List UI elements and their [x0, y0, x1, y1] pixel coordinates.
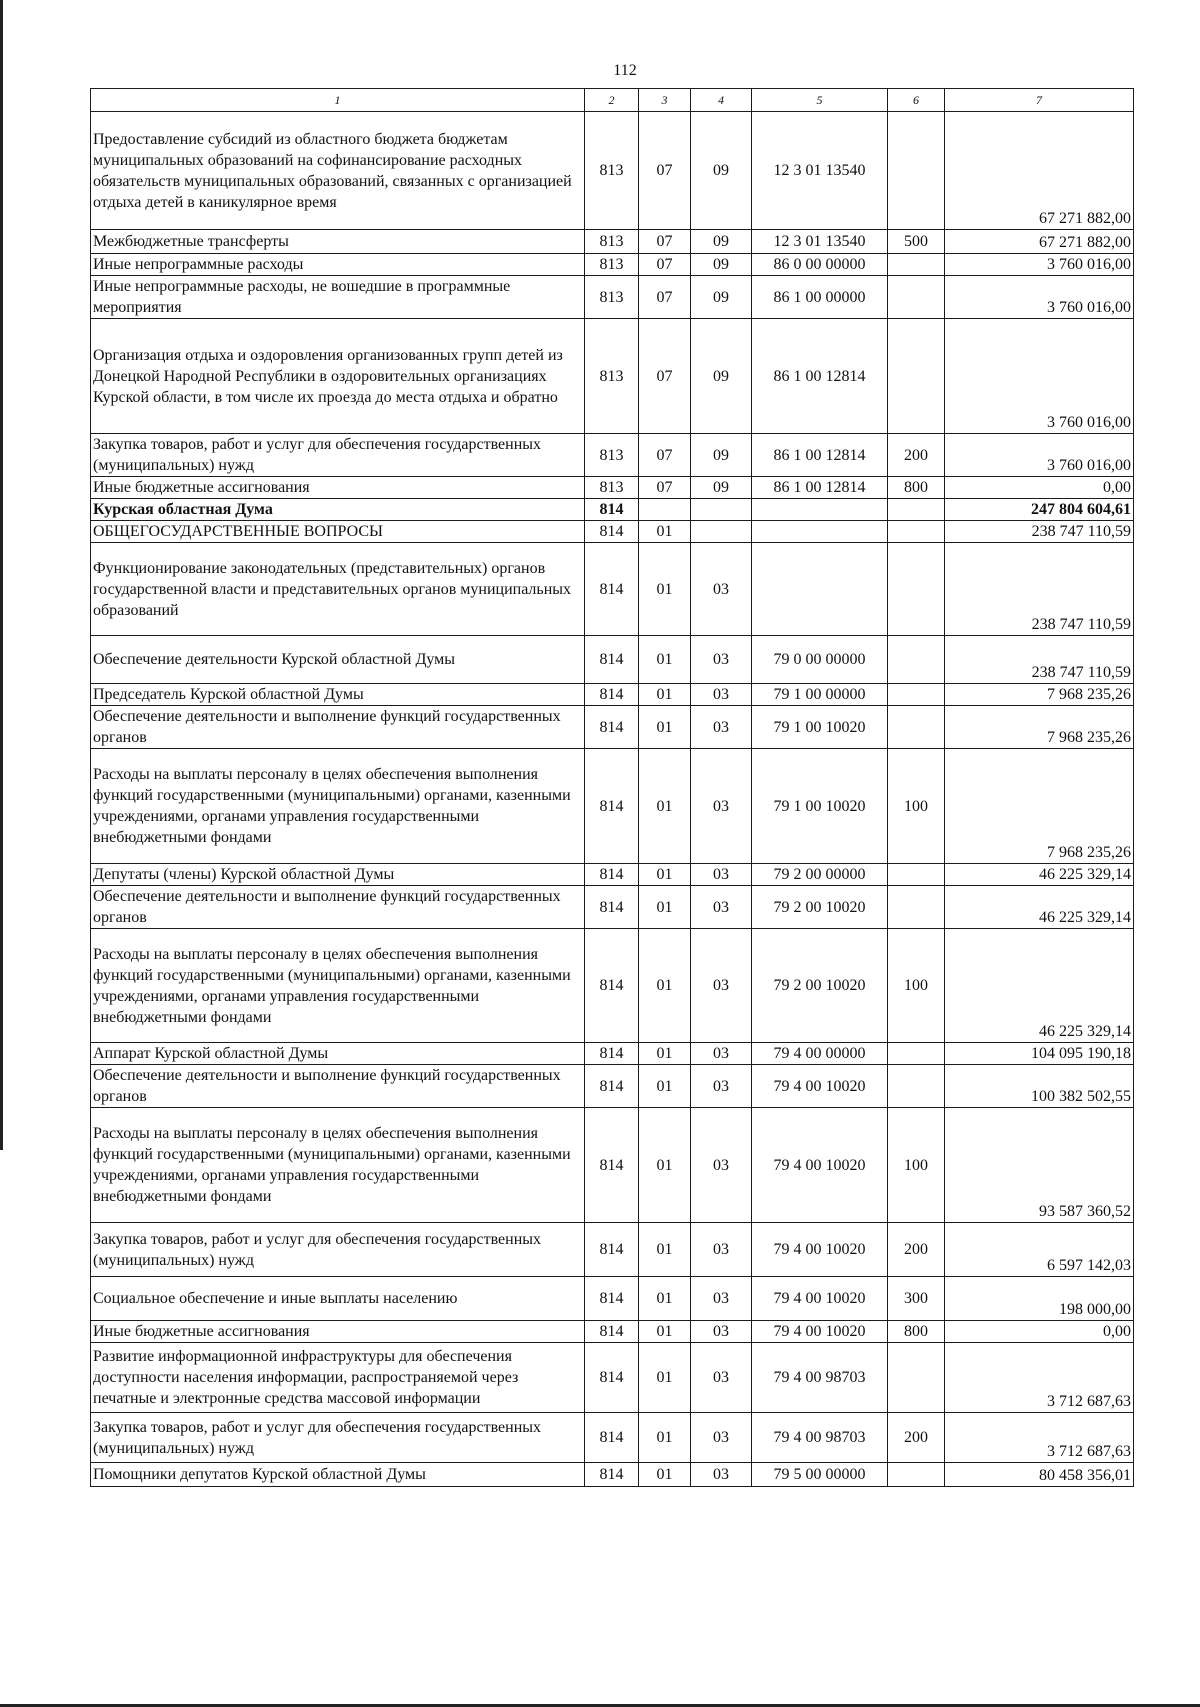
row-grbs: 814 [585, 1321, 639, 1343]
row-name: Обеспечение деятельности и выполнение функций государственных органов [91, 706, 585, 749]
row-expense-type [888, 499, 945, 521]
row-expense-type [888, 1463, 945, 1487]
row-section: 01 [639, 1463, 691, 1487]
row-grbs: 814 [585, 1223, 639, 1277]
table-row [91, 749, 1134, 864]
row-subsection: 03 [691, 886, 752, 929]
row-name: Председатель Курской областной Думы [91, 684, 585, 706]
row-name: Иные непрограммные расходы [91, 254, 585, 276]
row-target-article: 86 0 00 00000 [752, 254, 888, 276]
row-subsection: 09 [691, 319, 752, 434]
row-target-article: 12 3 01 13540 [752, 112, 888, 230]
row-section: 01 [639, 864, 691, 886]
col-header-3: 3 [639, 89, 691, 112]
row-subsection: 09 [691, 276, 752, 319]
table-row [91, 276, 1134, 319]
row-subsection: 09 [691, 477, 752, 499]
row-amount: 46 225 329,14 [945, 886, 1134, 929]
row-expense-type [888, 1043, 945, 1065]
row-name: Аппарат Курской областной Думы [91, 1043, 585, 1065]
row-target-article: 79 4 00 10020 [752, 1277, 888, 1321]
row-name: Закупка товаров, работ и услуг для обеспечения государственных (муниципальных) нужд [91, 434, 585, 477]
row-target-article: 79 1 00 00000 [752, 684, 888, 706]
row-expense-type [888, 521, 945, 543]
row-grbs: 814 [585, 499, 639, 521]
row-expense-type [888, 864, 945, 886]
row-subsection: 03 [691, 684, 752, 706]
row-amount: 238 747 110,59 [945, 636, 1134, 684]
table-row [91, 112, 1134, 230]
row-expense-type [888, 1065, 945, 1108]
row-name: Развитие информационной инфраструктуры для обеспечения доступности населения информации, распространяемой через печатные и электронные средства массовой информации [91, 1343, 585, 1413]
row-amount: 6 597 142,03 [945, 1223, 1134, 1277]
row-amount: 3 712 687,63 [945, 1413, 1134, 1463]
row-grbs: 814 [585, 1343, 639, 1413]
row-name: Организация отдыха и оздоровления организованных групп детей из Донецкой Народной Республики в оздоровительных организациях Курской области, в том числе их проезда до места отдыха и обратно [91, 319, 585, 434]
table-row [91, 1413, 1134, 1463]
row-grbs: 814 [585, 886, 639, 929]
row-expense-type: 500 [888, 230, 945, 254]
column-number-row [91, 89, 1134, 112]
row-subsection: 03 [691, 1277, 752, 1321]
row-grbs: 814 [585, 706, 639, 749]
table-row [91, 636, 1134, 684]
row-expense-type: 100 [888, 929, 945, 1043]
row-amount: 238 747 110,59 [945, 521, 1134, 543]
row-name: Иные непрограммные расходы, не вошедшие в программные мероприятия [91, 276, 585, 319]
row-grbs: 814 [585, 1413, 639, 1463]
row-target-article: 79 2 00 10020 [752, 929, 888, 1043]
table-row [91, 684, 1134, 706]
row-target-article [752, 521, 888, 543]
row-expense-type [888, 276, 945, 319]
row-amount: 0,00 [945, 1321, 1134, 1343]
row-target-article: 79 1 00 10020 [752, 706, 888, 749]
table-row [91, 1277, 1134, 1321]
row-expense-type [888, 1343, 945, 1413]
table-row [91, 230, 1134, 254]
row-expense-type: 200 [888, 1223, 945, 1277]
col-header-4: 4 [691, 89, 752, 112]
table-row [91, 521, 1134, 543]
row-expense-type: 200 [888, 434, 945, 477]
row-expense-type [888, 684, 945, 706]
row-name: Социальное обеспечение и иные выплаты населению [91, 1277, 585, 1321]
table-row [91, 1463, 1134, 1487]
row-section: 07 [639, 254, 691, 276]
row-section: 07 [639, 230, 691, 254]
row-amount: 3 760 016,00 [945, 276, 1134, 319]
row-section: 01 [639, 706, 691, 749]
col-header-5: 5 [752, 89, 888, 112]
row-section: 01 [639, 1321, 691, 1343]
row-expense-type: 200 [888, 1413, 945, 1463]
row-target-article: 79 4 00 10020 [752, 1223, 888, 1277]
row-amount: 67 271 882,00 [945, 112, 1134, 230]
row-section: 01 [639, 521, 691, 543]
row-amount: 0,00 [945, 477, 1134, 499]
row-amount: 238 747 110,59 [945, 543, 1134, 636]
row-amount: 100 382 502,55 [945, 1065, 1134, 1108]
row-section: 01 [639, 1413, 691, 1463]
row-expense-type: 300 [888, 1277, 945, 1321]
row-grbs: 813 [585, 434, 639, 477]
row-target-article: 79 5 00 00000 [752, 1463, 888, 1487]
row-target-article: 79 0 00 00000 [752, 636, 888, 684]
table-row [91, 1043, 1134, 1065]
row-name: Расходы на выплаты персоналу в целях обеспечения выполнения функций государственными (муниципальными) органами, казенными учреждениями, органами управления государственными внебюджетными фондами [91, 929, 585, 1043]
row-section: 01 [639, 749, 691, 864]
row-grbs: 814 [585, 749, 639, 864]
row-subsection: 03 [691, 1321, 752, 1343]
row-target-article: 86 1 00 00000 [752, 276, 888, 319]
row-target-article: 86 1 00 12814 [752, 434, 888, 477]
row-name: Закупка товаров, работ и услуг для обеспечения государственных (муниципальных) нужд [91, 1223, 585, 1277]
row-target-article: 79 4 00 00000 [752, 1043, 888, 1065]
row-name: Курская областная Дума [91, 499, 585, 521]
row-subsection [691, 521, 752, 543]
row-grbs: 814 [585, 929, 639, 1043]
row-subsection [691, 499, 752, 521]
col-header-2: 2 [585, 89, 639, 112]
row-amount: 46 225 329,14 [945, 929, 1134, 1043]
row-grbs: 814 [585, 636, 639, 684]
row-target-article: 86 1 00 12814 [752, 319, 888, 434]
budget-table [90, 88, 1134, 1487]
row-target-article: 79 4 00 98703 [752, 1343, 888, 1413]
table-row [91, 319, 1134, 434]
row-amount: 7 968 235,26 [945, 749, 1134, 864]
row-subsection: 09 [691, 434, 752, 477]
row-name: Помощники депутатов Курской областной Думы [91, 1463, 585, 1487]
table-row [91, 543, 1134, 636]
row-subsection: 03 [691, 1108, 752, 1223]
row-amount: 247 804 604,61 [945, 499, 1134, 521]
page-number: 112 [613, 62, 637, 79]
col-header-7: 7 [945, 89, 1134, 112]
row-target-article: 79 2 00 00000 [752, 864, 888, 886]
row-target-article: 86 1 00 12814 [752, 477, 888, 499]
row-amount: 3 712 687,63 [945, 1343, 1134, 1413]
row-target-article: 79 2 00 10020 [752, 886, 888, 929]
row-section: 01 [639, 1223, 691, 1277]
row-subsection: 03 [691, 1343, 752, 1413]
row-name: Закупка товаров, работ и услуг для обеспечения государственных (муниципальных) нужд [91, 1413, 585, 1463]
table-row [91, 1065, 1134, 1108]
row-section: 07 [639, 434, 691, 477]
table-row [91, 864, 1134, 886]
row-expense-type: 100 [888, 749, 945, 864]
row-grbs: 814 [585, 1463, 639, 1487]
row-section: 07 [639, 319, 691, 434]
row-subsection: 03 [691, 706, 752, 749]
table-row [91, 434, 1134, 477]
row-name: Иные бюджетные ассигнования [91, 477, 585, 499]
row-amount: 7 968 235,26 [945, 706, 1134, 749]
col-header-1: 1 [91, 89, 585, 112]
row-expense-type [888, 543, 945, 636]
row-grbs: 814 [585, 864, 639, 886]
row-section: 01 [639, 1343, 691, 1413]
budget-table-body [91, 112, 1134, 1487]
table-row [91, 499, 1134, 521]
row-expense-type [888, 254, 945, 276]
row-expense-type: 800 [888, 477, 945, 499]
row-name: Депутаты (члены) Курской областной Думы [91, 864, 585, 886]
row-section: 07 [639, 276, 691, 319]
row-subsection: 03 [691, 1223, 752, 1277]
row-section [639, 499, 691, 521]
row-amount: 67 271 882,00 [945, 230, 1134, 254]
row-section: 01 [639, 684, 691, 706]
row-section: 01 [639, 543, 691, 636]
row-target-article [752, 499, 888, 521]
row-grbs: 814 [585, 521, 639, 543]
row-name: Предоставление субсидий из областного бюджета бюджетам муниципальных образований на софинансирование расходных обязательств муниципальных образований, связанных с организацией отдыха детей в каникулярное время [91, 112, 585, 230]
row-grbs: 813 [585, 319, 639, 434]
row-amount: 80 458 356,01 [945, 1463, 1134, 1487]
row-name: Иные бюджетные ассигнования [91, 1321, 585, 1343]
row-subsection: 03 [691, 1413, 752, 1463]
row-subsection: 03 [691, 1043, 752, 1065]
row-subsection: 03 [691, 864, 752, 886]
row-target-article: 79 4 00 10020 [752, 1065, 888, 1108]
row-grbs: 814 [585, 543, 639, 636]
row-subsection: 03 [691, 929, 752, 1043]
row-section: 01 [639, 1043, 691, 1065]
row-grbs: 813 [585, 112, 639, 230]
row-grbs: 813 [585, 254, 639, 276]
row-name: Обеспечение деятельности и выполнение функций государственных органов [91, 886, 585, 929]
row-name: ОБЩЕГОСУДАРСТВЕННЫЕ ВОПРОСЫ [91, 521, 585, 543]
table-row [91, 886, 1134, 929]
row-amount: 93 587 360,52 [945, 1108, 1134, 1223]
row-expense-type [888, 636, 945, 684]
row-subsection: 03 [691, 636, 752, 684]
row-target-article [752, 543, 888, 636]
row-amount: 198 000,00 [945, 1277, 1134, 1321]
row-expense-type: 800 [888, 1321, 945, 1343]
row-section: 01 [639, 929, 691, 1043]
row-amount: 3 760 016,00 [945, 434, 1134, 477]
row-target-article: 79 4 00 10020 [752, 1321, 888, 1343]
row-amount: 3 760 016,00 [945, 319, 1134, 434]
row-name: Межбюджетные трансферты [91, 230, 585, 254]
table-row [91, 706, 1134, 749]
col-header-6: 6 [888, 89, 945, 112]
row-name: Расходы на выплаты персоналу в целях обеспечения выполнения функций государственными (муниципальными) органами, казенными учреждениями, органами управления государственными внебюджетными фондами [91, 749, 585, 864]
row-expense-type [888, 706, 945, 749]
row-subsection: 03 [691, 543, 752, 636]
row-section: 01 [639, 1108, 691, 1223]
row-subsection: 09 [691, 112, 752, 230]
row-grbs: 814 [585, 1043, 639, 1065]
row-grbs: 814 [585, 684, 639, 706]
row-target-article: 12 3 01 13540 [752, 230, 888, 254]
table-row [91, 477, 1134, 499]
row-subsection: 03 [691, 1463, 752, 1487]
row-grbs: 813 [585, 477, 639, 499]
row-expense-type: 100 [888, 1108, 945, 1223]
row-amount: 7 968 235,26 [945, 684, 1134, 706]
row-target-article: 79 4 00 98703 [752, 1413, 888, 1463]
table-row [91, 1343, 1134, 1413]
row-name: Функционирование законодательных (представительных) органов государственной власти и представительных органов муниципальных образований [91, 543, 585, 636]
scan-left-edge [0, 0, 3, 1150]
row-grbs: 814 [585, 1108, 639, 1223]
row-grbs: 814 [585, 1277, 639, 1321]
row-expense-type [888, 112, 945, 230]
row-subsection: 03 [691, 1065, 752, 1108]
row-subsection: 09 [691, 254, 752, 276]
row-expense-type [888, 319, 945, 434]
table-row [91, 929, 1134, 1043]
row-target-article: 79 1 00 10020 [752, 749, 888, 864]
row-section: 07 [639, 112, 691, 230]
row-grbs: 814 [585, 1065, 639, 1108]
row-name: Обеспечение деятельности Курской областной Думы [91, 636, 585, 684]
row-name: Обеспечение деятельности и выполнение функций государственных органов [91, 1065, 585, 1108]
row-grbs: 813 [585, 230, 639, 254]
row-amount: 104 095 190,18 [945, 1043, 1134, 1065]
row-section: 01 [639, 1277, 691, 1321]
row-subsection: 03 [691, 749, 752, 864]
row-amount: 3 760 016,00 [945, 254, 1134, 276]
table-row [91, 1321, 1134, 1343]
row-expense-type [888, 886, 945, 929]
row-section: 01 [639, 1065, 691, 1108]
table-row [91, 254, 1134, 276]
row-section: 07 [639, 477, 691, 499]
table-row [91, 1223, 1134, 1277]
row-grbs: 813 [585, 276, 639, 319]
row-name: Расходы на выплаты персоналу в целях обеспечения выполнения функций государственными (муниципальными) органами, казенными учреждениями, органами управления государственными внебюджетными фондами [91, 1108, 585, 1223]
row-amount: 46 225 329,14 [945, 864, 1134, 886]
row-section: 01 [639, 886, 691, 929]
table-row [91, 1108, 1134, 1223]
row-subsection: 09 [691, 230, 752, 254]
row-section: 01 [639, 636, 691, 684]
row-target-article: 79 4 00 10020 [752, 1108, 888, 1223]
